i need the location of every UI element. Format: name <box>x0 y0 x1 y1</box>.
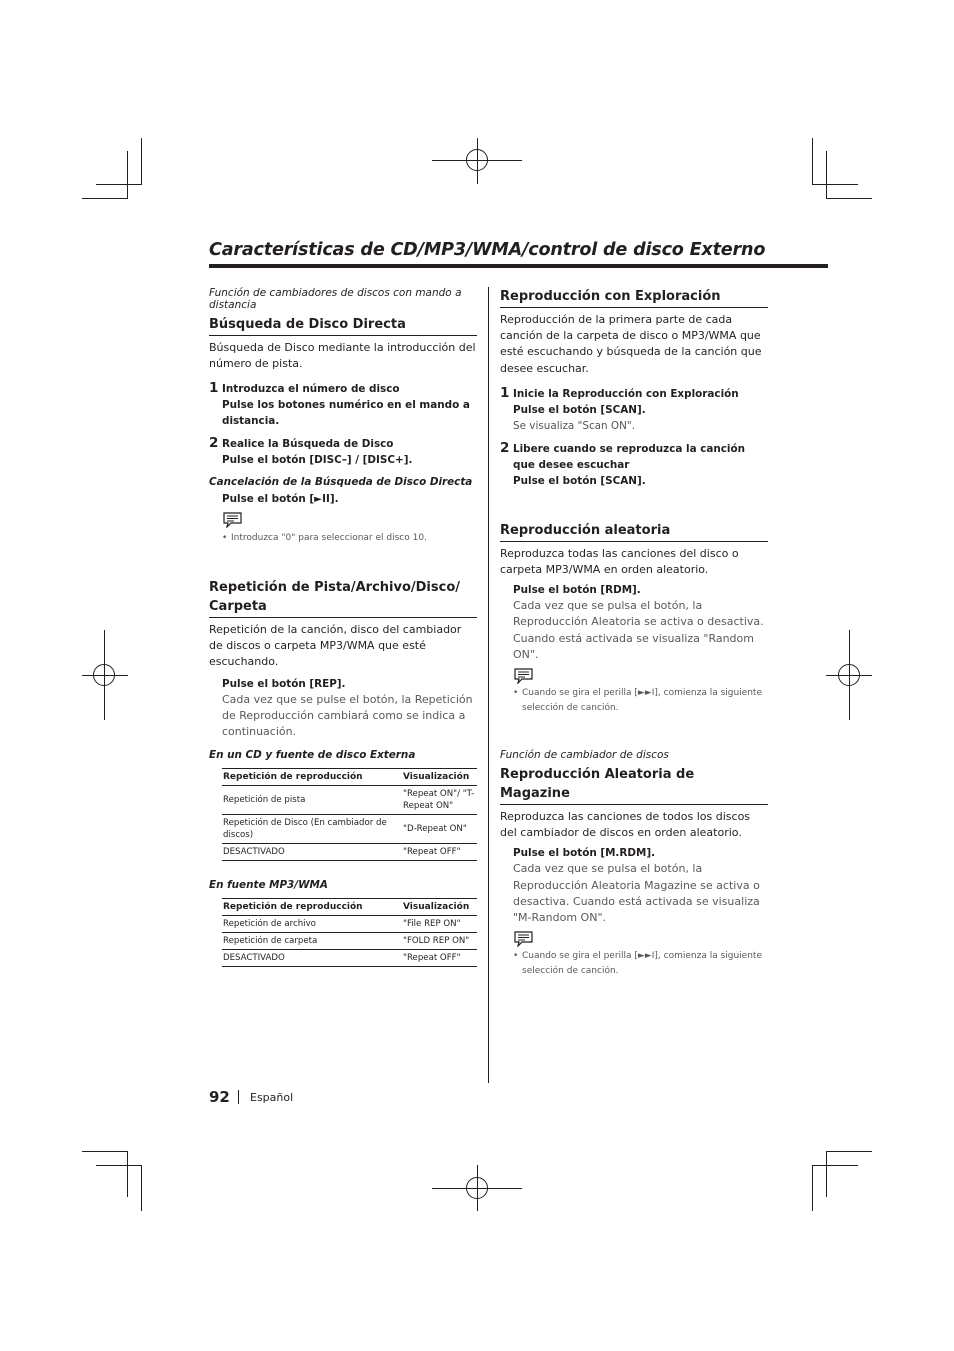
step-detail: Pulse los botones numérico en el mando a distancia. <box>222 399 470 428</box>
note-text-content: Introduzca "0" para seleccionar el disco 10. <box>231 533 427 544</box>
note-block <box>500 930 768 978</box>
crop-mark <box>812 1165 813 1211</box>
note-speech-icon <box>513 667 534 684</box>
table-cell: "Repeat ON"/ "T-Repeat ON" <box>402 786 477 815</box>
step-number: 2 <box>500 439 510 456</box>
note-speech-icon <box>222 511 243 528</box>
table-cell: "D-Repeat ON" <box>402 815 477 844</box>
action-label: Pulse el botón [RDM]. <box>513 584 641 597</box>
step-detail: Pulse el botón [SCAN]. <box>513 403 646 416</box>
step-title: Introduzca el número de disco <box>222 383 400 396</box>
table-cell: DESACTIVADO <box>222 950 402 967</box>
table-header-cell: Visualización <box>402 769 477 786</box>
registration-mark <box>93 664 115 686</box>
table-title: En fuente MP3/WMA <box>209 879 328 892</box>
note-block <box>209 511 477 546</box>
table-cell: Repetición de carpeta <box>222 933 402 950</box>
action-label: Pulse el botón [REP]. <box>222 677 346 690</box>
table-header-cell: Visualización <box>402 899 477 916</box>
section-description: Búsqueda de Disco mediante la introducción del número de pista. <box>209 341 476 371</box>
step-item <box>500 386 768 434</box>
repeat-table-mp3 <box>222 898 477 967</box>
note-speech-icon <box>513 930 534 947</box>
footer-separator <box>238 1090 239 1104</box>
crop-mark <box>826 1151 872 1152</box>
crop-mark <box>812 138 813 185</box>
step-item <box>209 381 477 429</box>
crop-mark <box>127 151 128 199</box>
step-number: 2 <box>209 435 219 452</box>
table-cell: Repetición de archivo <box>222 916 402 933</box>
crop-mark <box>812 184 858 185</box>
crop-mark <box>96 1165 142 1166</box>
table-title: En un CD y fuente de disco Externa <box>209 749 416 762</box>
step-number: 1 <box>209 380 219 397</box>
table-row <box>222 916 477 933</box>
action-label: Pulse el botón [M.RDM]. <box>513 847 656 860</box>
step-number: 1 <box>500 384 510 401</box>
section-intro: Función de cambiadores de discos con mando a distancia <box>209 287 462 311</box>
left-column <box>209 287 477 967</box>
crop-mark <box>96 184 142 185</box>
section-description: Reproduzca las canciones de todos los discos del cambiador de discos en orden aleatorio. <box>500 810 751 840</box>
title-rule <box>209 264 828 268</box>
repeat-table-cd <box>222 768 477 861</box>
note-text: • Introduzca "0" para seleccionar el disco 10. <box>222 533 427 544</box>
step-item <box>500 441 768 489</box>
registration-mark <box>838 664 860 686</box>
note-text: • Cuando se gira el perilla [►►I], comienza la siguiente selección de canción. <box>513 951 762 976</box>
page-title: Características de CD/MP3/WMA/control de disco Externo <box>209 240 766 260</box>
section-description: Reproduzca todas las canciones del disco o carpeta MP3/WMA en orden aleatorio. <box>500 546 739 577</box>
table-header-cell: Repetición de reproducción <box>222 899 402 916</box>
action-description: Cada vez que se pulsa el botón, la Reproducción Aleatoria se activa o desactiva. Cuando está activada se visualiza "Random ON". <box>513 599 764 661</box>
page-language: Español <box>250 1091 294 1104</box>
page-number: 92 <box>209 1088 230 1106</box>
table-row <box>222 933 477 950</box>
crop-mark <box>826 151 827 199</box>
section-heading: Reproducción con Exploración <box>500 287 768 308</box>
crop-mark <box>82 198 128 199</box>
crop-mark <box>82 1151 128 1152</box>
step-detail: Pulse el botón [DISC–] / [DISC+]. <box>222 454 413 467</box>
subsection-heading: Cancelación de la Búsqueda de Disco Directa <box>209 476 473 489</box>
step-item <box>209 436 477 468</box>
step-detail: Pulse el botón [SCAN]. <box>513 474 646 487</box>
note-text-content: Cuando se gira el perilla [►►I], comienza la siguiente selección de canción. <box>522 951 762 976</box>
step-display-text: Se visualiza "Scan ON". <box>513 419 635 432</box>
crop-mark <box>812 1165 858 1166</box>
table-row <box>222 815 477 844</box>
note-text: • Cuando se gira el perilla [►►I], comienza la siguiente selección de canción. <box>513 688 762 713</box>
table-cell: DESACTIVADO <box>222 844 402 861</box>
crop-mark <box>826 1151 827 1197</box>
step-title: Libere cuando se reproduzca la canción que desee escuchar <box>513 442 746 471</box>
action-description: Cada vez que se pulsa el botón, la Reproducción Aleatoria Magazine se activa o desactiva. Cuando está activada se visualiza "M-Random ON". <box>513 862 760 925</box>
table-row <box>222 844 477 861</box>
table-cell: Repetición de Disco (En cambiador de discos) <box>222 815 402 844</box>
section-description: Repetición de la canción, disco del cambiador de discos o carpeta MP3/WMA que esté escuchando. <box>209 622 462 669</box>
section-heading: Reproducción Aleatoria de Magazine <box>500 765 768 805</box>
crop-mark <box>127 1151 128 1197</box>
crop-mark <box>826 198 872 199</box>
section-description: Reproducción de la primera parte de cada canción de la carpeta de disco o MP3/WMA que esté escuchando y búsqueda de la canción que desee escuchar. <box>500 313 762 375</box>
table-row <box>222 950 477 967</box>
table-row <box>222 786 477 815</box>
column-divider <box>488 287 489 1083</box>
right-column <box>500 287 768 978</box>
table-header-cell: Repetición de reproducción <box>222 769 402 786</box>
table-cell: "Repeat OFF" <box>402 950 477 967</box>
step-title: Realice la Búsqueda de Disco <box>222 438 394 451</box>
note-text-content: Cuando se gira el perilla [►►I], comienza la siguiente selección de canción. <box>522 688 762 713</box>
section-intro: Función de cambiador de discos <box>500 749 669 762</box>
table-cell: "File REP ON" <box>402 916 477 933</box>
action-label: Pulse el botón [►II]. <box>222 493 339 506</box>
action-description: Cada vez que se pulse el botón, la Repetición de Reproducción cambiará como se indica a continuación. <box>222 692 473 738</box>
registration-mark <box>466 1177 488 1199</box>
section-heading: Repetición de Pista/Archivo/Disco/ Carpeta <box>209 578 477 618</box>
note-block <box>500 667 768 715</box>
section-heading: Búsqueda de Disco Directa <box>209 315 477 336</box>
crop-mark <box>141 138 142 185</box>
table-header-row <box>222 899 477 916</box>
table-header-row <box>222 769 477 786</box>
crop-mark <box>141 1165 142 1211</box>
table-cell: Repetición de pista <box>222 786 402 815</box>
table-cell: "Repeat OFF" <box>402 844 477 861</box>
registration-mark <box>466 149 488 171</box>
section-heading: Reproducción aleatoria <box>500 521 768 542</box>
table-cell: "FOLD REP ON" <box>402 933 477 950</box>
step-title: Inicie la Reproducción con Exploración <box>513 387 739 400</box>
